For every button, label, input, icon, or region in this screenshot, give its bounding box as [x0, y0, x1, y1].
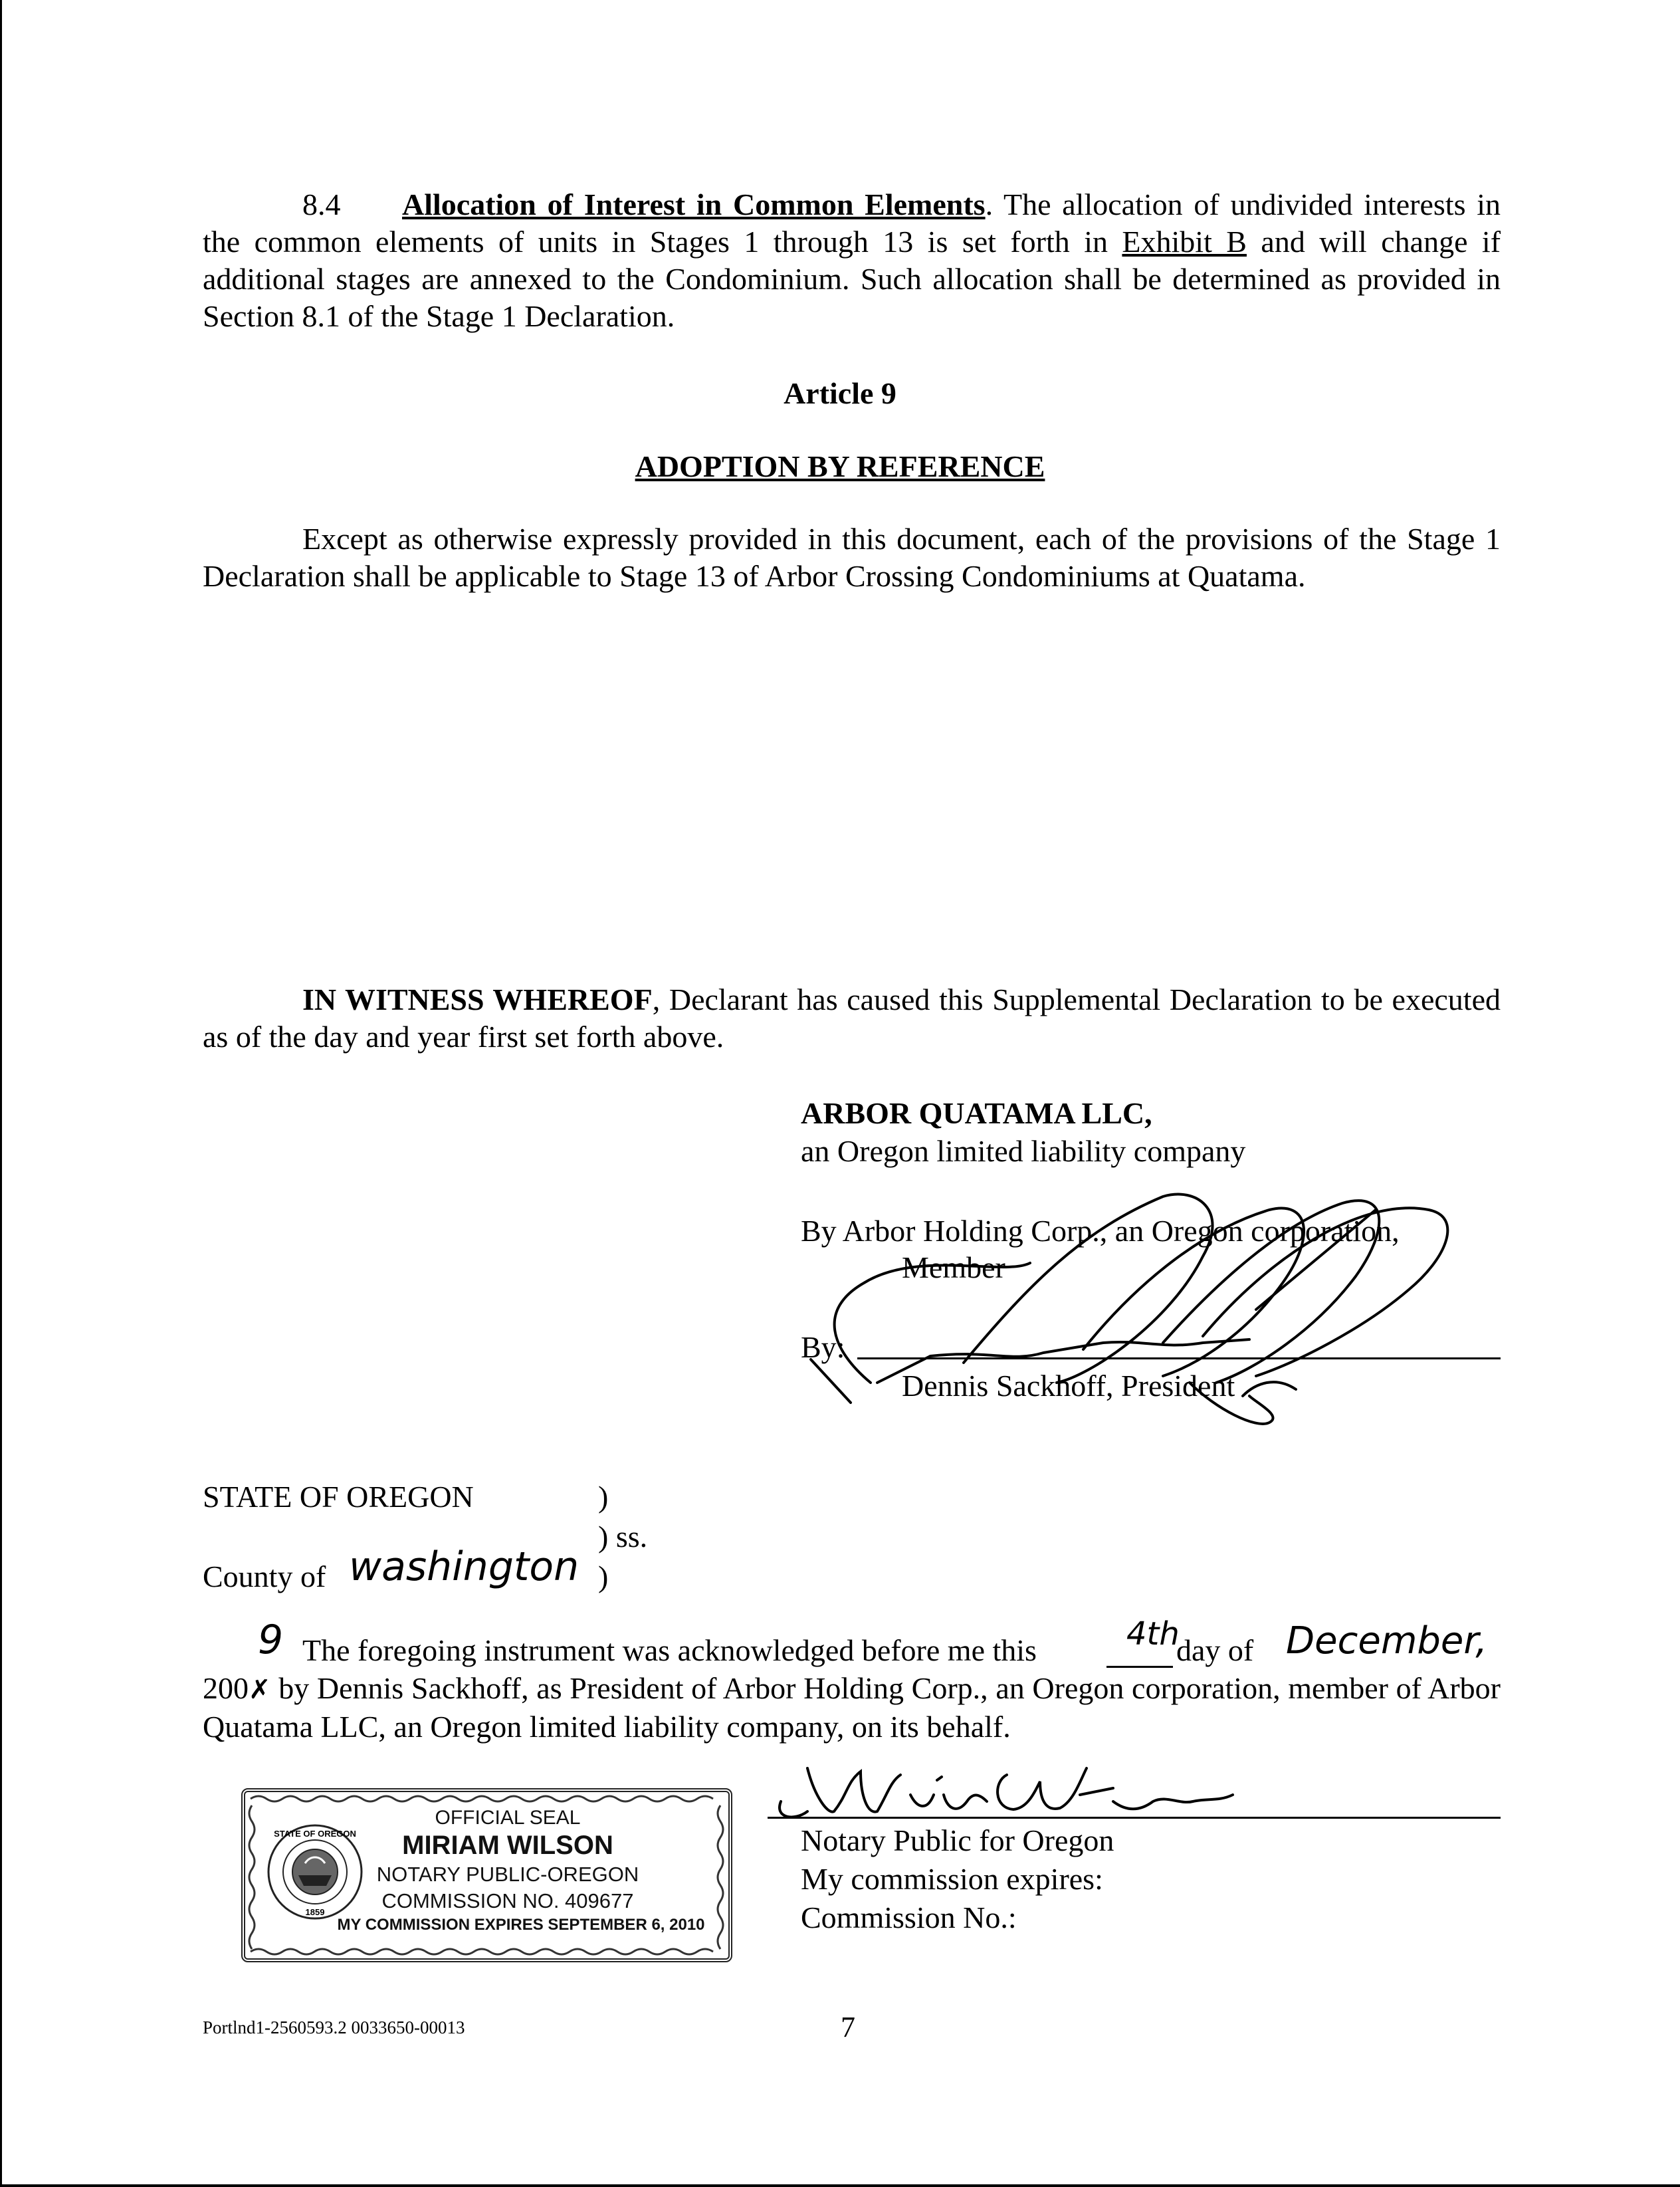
venue-ss: ) ss. — [598, 1520, 648, 1554]
notary-title: Notary Public for Oregon — [801, 1823, 1114, 1857]
ack-year-prefix: 200 — [203, 1671, 249, 1705]
page-number: 7 — [841, 2011, 855, 2043]
exhibit-link: Exhibit B — [1122, 225, 1247, 259]
venue-paren-3: ) — [598, 1559, 609, 1593]
seal-emblem-text: STATE OF OREGON — [274, 1829, 356, 1839]
ack-body — [203, 1670, 1501, 1746]
witness-lead: IN WITNESS WHEREOF — [302, 982, 653, 1016]
handwritten-year-digit: 9 — [258, 1617, 284, 1663]
seal-name: MIRIAM WILSON — [402, 1831, 613, 1860]
seal-line-1: NOTARY PUBLIC-OREGON — [376, 1863, 639, 1886]
seal-emblem-year: 1859 — [305, 1907, 325, 1917]
article-label: Article 9 — [784, 376, 896, 410]
witness-text: , Declarant has caused this Supplemental Declaration to be executed as of the day and year first set forth above. — [203, 982, 1501, 1054]
article-title: ADOPTION BY REFERENCE — [635, 449, 1045, 483]
footer-doc-id: Portlnd1-2560593.2 0033650-00013 — [203, 2017, 465, 2037]
section-number: 8.4 — [302, 187, 341, 221]
notary-signature-line — [768, 1817, 1501, 1819]
venue-county-handwritten: washington — [349, 1544, 579, 1590]
scan-edge-bottom — [0, 2184, 1680, 2187]
signer-name: Dennis Sackhoff, President — [902, 1369, 1235, 1403]
member-label: Member — [902, 1250, 1005, 1284]
seal-line-2: COMMISSION NO. 409677 — [381, 1889, 634, 1912]
notary-expires: My commission expires: — [801, 1862, 1103, 1896]
ack-day-handwritten: 4th — [1126, 1615, 1180, 1653]
ack-year-overwrite: ✗ — [249, 1674, 271, 1705]
ack-day-line — [1106, 1666, 1173, 1668]
section-8-4 — [203, 186, 1501, 335]
declarant-signature — [791, 1183, 1495, 1462]
venue-state: STATE OF OREGON — [203, 1480, 474, 1514]
company-name: ARBOR QUATAMA LLC, — [801, 1096, 1152, 1130]
by-label: By: — [801, 1330, 845, 1364]
section-heading-period: . — [985, 187, 994, 221]
ack-text-1: The foregoing instrument was acknowledged before me this — [302, 1633, 1037, 1667]
witness-clause — [203, 981, 1501, 1056]
ack-text-3: by Dennis Sackhoff, as President of Arbor Holding Corp., an Oregon corporation, member of Arbor Quatama LLC, an Oregon limited liability company, on its behalf. — [203, 1671, 1501, 1744]
seal-line-3: MY COMMISSION EXPIRES SEPTEMBER 6, 2010 — [337, 1916, 705, 1934]
ack-month-handwritten: December, — [1286, 1619, 1488, 1663]
seal-title: OFFICIAL SEAL — [435, 1807, 581, 1829]
notary-commission: Commission No.: — [801, 1900, 1017, 1934]
company-desc: an Oregon limited liability company — [801, 1134, 1246, 1168]
section-heading: Allocation of Interest in Common Elements — [402, 187, 986, 221]
article-body — [203, 520, 1501, 595]
ack-text-2: day of — [1176, 1633, 1254, 1667]
scan-edge-left — [0, 0, 2, 2187]
venue-paren-1: ) — [598, 1480, 609, 1514]
official-seal — [241, 1788, 732, 1962]
by-line: By Arbor Holding Corp., an Oregon corporation, — [801, 1214, 1400, 1248]
section-text-2: and will change if additional stages are annexed to the Condominium. Such allocation shall be determined as provided in Section 8.1 of the Stage 1 Declaration. — [203, 225, 1501, 333]
section-text-1: The allocation of undivided interests in the common elements of units in Stages 1 through 13 is set forth in — [203, 187, 1501, 259]
article-body-text: Except as otherwise expressly provided in this document, each of the provisions of the Stage 1 Declaration shall be applicable to Stage 13 of Arbor Crossing Condominiums at Quatama. — [203, 522, 1501, 593]
venue-county-label: County of — [203, 1559, 326, 1593]
